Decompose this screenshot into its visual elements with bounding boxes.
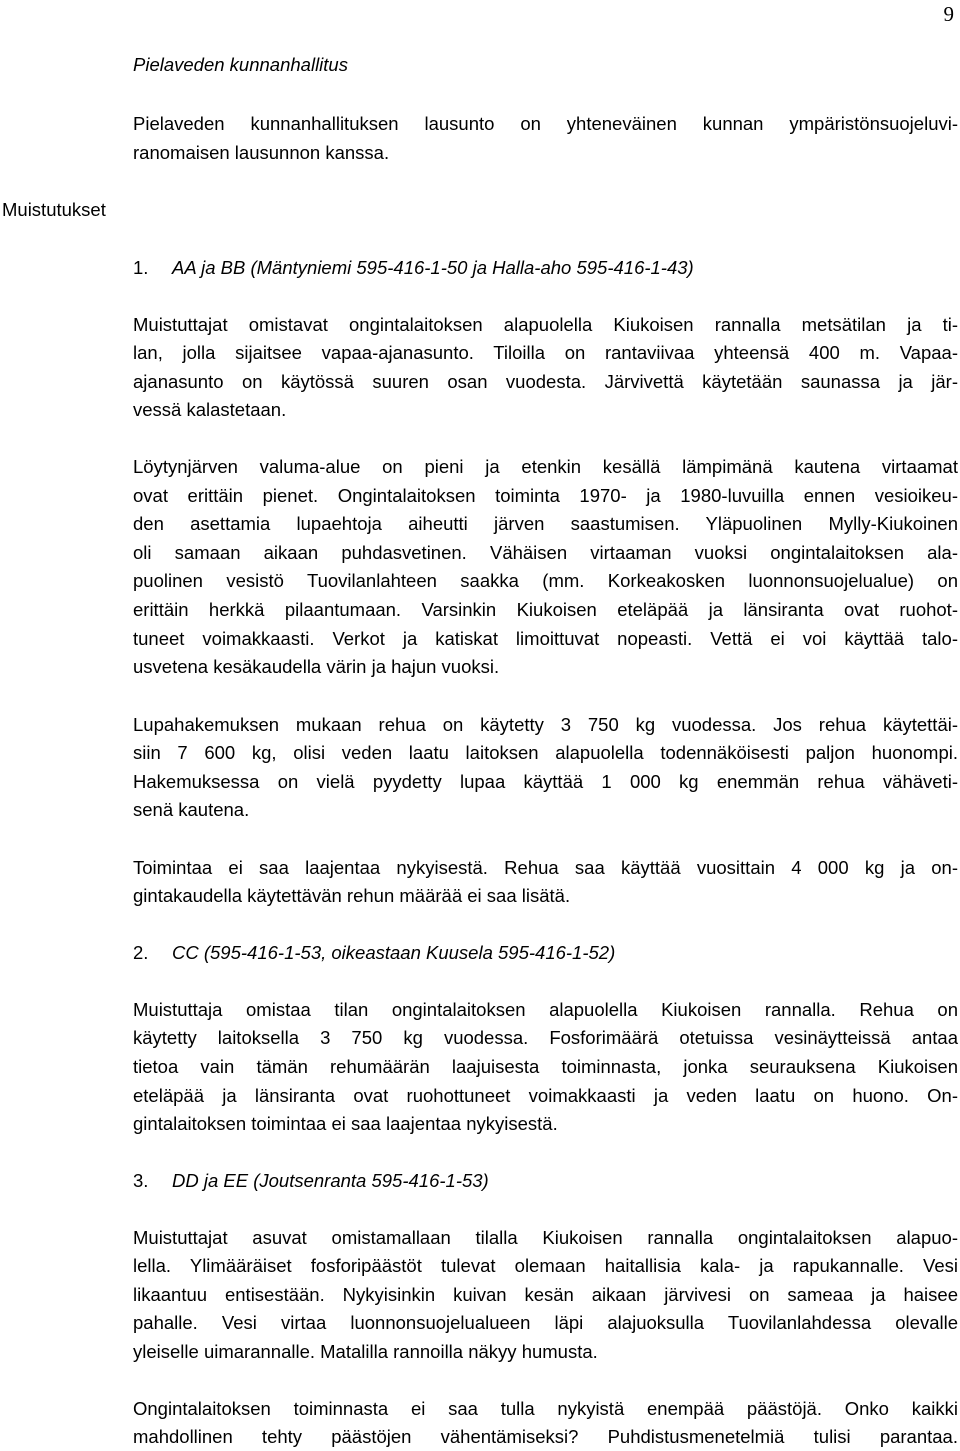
text-line: ranomaisen lausunnon kanssa. [133, 142, 390, 163]
text-line: lella. Ylimääräiset fosforipäästöt tulevat olemaan haitallisia kala- ja rapukannalle. Vesi [133, 1255, 958, 1276]
text-line: likaantuu entisestään. Nykyisinkin kuivan kesän aikaan järvivesi on sameaa ja haisee [133, 1284, 958, 1305]
text-line: Hakemuksessa on vielä pyydetty lupaa käyttää 1 000 kg enemmän rehua vähäveti- [133, 771, 958, 792]
text-line: Löytynjärven valuma-alue on pieni ja etenkin kesällä lämpimänä kautena virtaamat [133, 456, 958, 477]
text-line: senä kautena. [133, 799, 250, 820]
text-line: käytetty laitoksella 3 750 kg vuodessa. Fosforimäärä otetuissa vesinäytteissä antaa [133, 1027, 958, 1048]
item-title: AA ja BB (Mäntyniemi 595-416-1-50 ja Halla-aho 595-416-1-43) [172, 257, 694, 278]
text-line: oli samaan aikaan puhdasvetinen. Vähäisen virtaaman vuoksi ongintalaitoksen ala- [133, 542, 958, 563]
margin-heading-muistutukset: Muistutukset [2, 199, 106, 220]
text-line: erittäin herkkä pilaantumaan. Varsinkin Kiukoisen eteläpää ja länsiranta ovat ruohot- [133, 599, 958, 620]
text-line: ajanasunto on käytössä suuren osan vuodesta. Järvivettä käytetään saunassa ja jär- [133, 371, 958, 392]
text-line: pahalle. Vesi virtaa luonnonsuojelualueen läpi alajuoksulla Tuovilanlahdessa olevalle [133, 1312, 958, 1333]
text-line: yleiselle uimarannalle. Matalilla rannoilla näkyy humusta. [133, 1341, 598, 1362]
text-line: Toimintaa ei saa laajentaa nykyisestä. Rehua saa käyttää vuosittain 4 000 kg ja on- [133, 857, 958, 878]
text-line: Pielaveden kunnanhallituksen lausunto on yhteneväinen kunnan ympäristönsuojeluvi- [133, 113, 958, 134]
text-line: puolinen vesistö Tuovilanlahteen saakka (mm. Korkeakosken luonnonsuojelualue) on [133, 570, 958, 591]
page-number: 9 [943, 2, 954, 26]
item-title: CC (595-416-1-53, oikeastaan Kuusela 595-416-1-52) [172, 942, 616, 963]
item-number: 2. [133, 942, 149, 963]
text-line: tuneet voimakkaasti. Verkot ja katiskat limoittuvat nopeasti. Vettä ei voi käyttää talo- [133, 628, 958, 649]
text-line: eteläpää ja länsiranta ovat ruohottuneet voimakkaasti ja veden laatu on huono. On- [133, 1085, 958, 1106]
text-line: ovat erittäin pienet. Ongintalaitoksen toiminta 1970- ja 1980-luvuilla ennen vesioikeu- [133, 485, 958, 506]
section-heading-kunnanhallitus: Pielaveden kunnanhallitus [133, 54, 348, 75]
text-line: siin 7 600 kg, olisi veden laatu laitoksen alapuolella todennäköisesti paljon huonompi. [133, 742, 958, 763]
text-line: Muistuttaja omistaa tilan ongintalaitoksen alapuolella Kiukoisen rannalla. Rehua on [133, 999, 958, 1020]
item-number: 1. [133, 257, 149, 278]
text-line: vessä kalastetaan. [133, 399, 287, 420]
text-line: lan, jolla sijaitsee vapaa-ajanasunto. Tiloilla on rantaviivaa yhteensä 400 m. Vapaa- [133, 342, 958, 363]
text-line: tietoa vain tämän rehumäärän laajuisesta toiminnasta, jonka seurauksena Kiukoisen [133, 1056, 958, 1077]
text-line: gintakaudella käytettävän rehun määrää ei saa lisätä. [133, 885, 571, 906]
text-line: gintalaitoksen toimintaa ei saa laajentaa nykyisestä. [133, 1113, 558, 1134]
text-line: den asettamia lupaehtoja aiheutti järven saastumisen. Yläpuolinen Mylly-Kiukoinen [133, 513, 958, 534]
text-line: Lupahakemuksen mukaan rehua on käytetty 3 750 kg vuodessa. Jos rehua käytettäi- [133, 714, 958, 735]
text-line: Ongintalaitoksen toiminnasta ei saa tulla nykyistä enempää päästöjä. Onko kaikki [133, 1398, 958, 1419]
text-line: Muistuttajat omistavat ongintalaitoksen alapuolella Kiukoisen rannalla metsätilan ja ti- [133, 314, 958, 335]
text-line: Muistuttajat asuvat omistamallaan tilalla Kiukoisen rannalla ongintalaitoksen alapuo- [133, 1227, 958, 1248]
item-title: DD ja EE (Joutsenranta 595-416-1-53) [172, 1170, 489, 1191]
text-line: mahdollinen tehty päästöjen vähentämiseksi? Puhdistusmenetelmiä tulisi parantaa. [133, 1426, 958, 1447]
item-number: 3. [133, 1170, 149, 1191]
text-line: usvetena kesäkaudella värin ja hajun vuoksi. [133, 656, 500, 677]
